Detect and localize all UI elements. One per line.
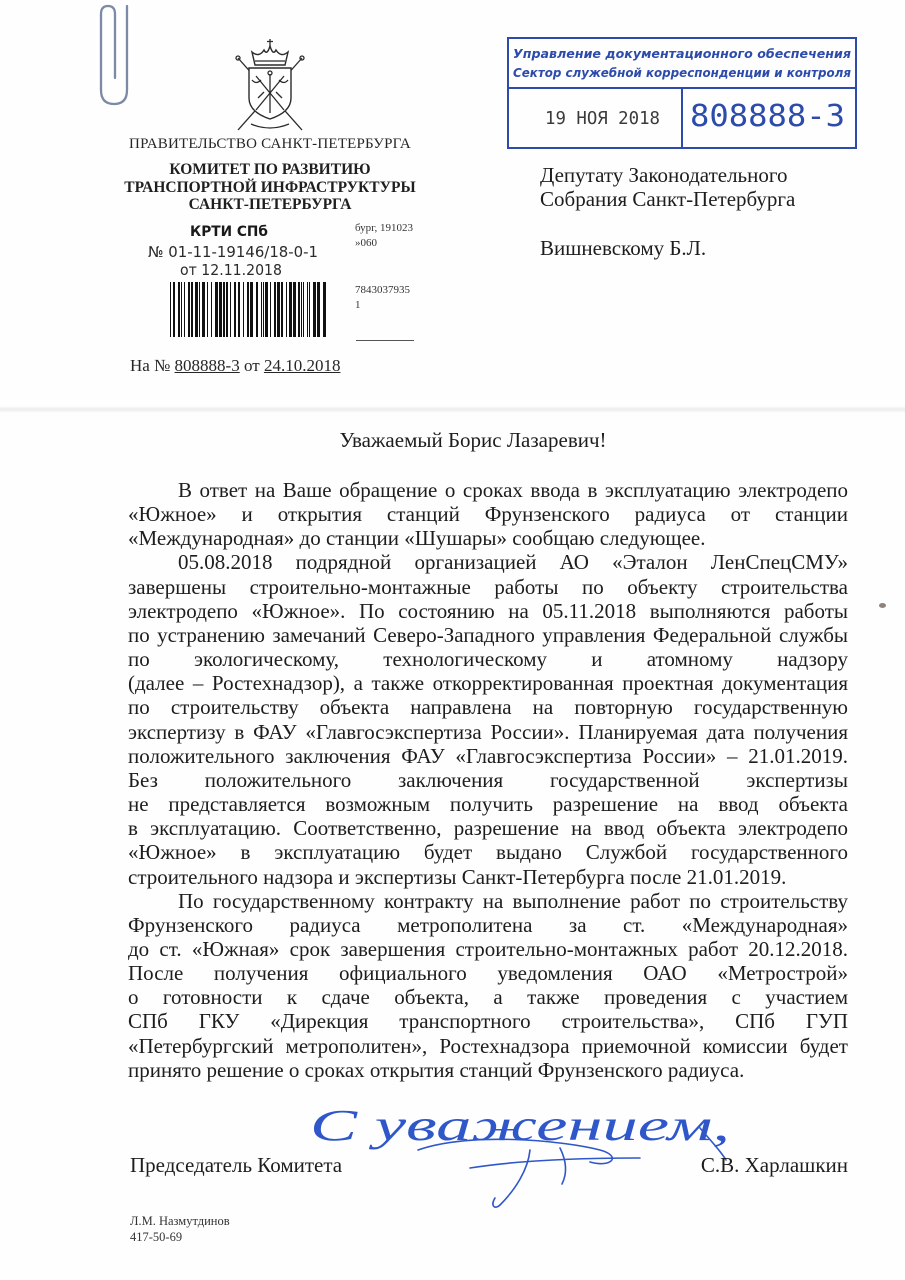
address-fragment: 1 bbox=[355, 299, 361, 311]
outgoing-registration-sticker bbox=[140, 218, 340, 343]
reference-prefix: На № bbox=[130, 356, 171, 375]
body-line: После получения официального уведомления ОАО «Метрострой» bbox=[128, 961, 848, 986]
stamp-number: 808888-3 bbox=[690, 99, 845, 134]
body-line: По государственному контракту на выполнение работ по строительству bbox=[178, 888, 848, 913]
barcode-bar bbox=[181, 282, 182, 337]
body-line: положительного заключения ФАУ «Главгосэкспертиза России» – 21.01.2019. bbox=[128, 743, 848, 768]
barcode-bar bbox=[191, 282, 193, 337]
body-line: электродепо «Южное». По состоянию на 05.11.2018 выполняются работы bbox=[128, 598, 848, 623]
paper-fold bbox=[0, 406, 905, 413]
barcode-bar bbox=[173, 282, 175, 337]
barcode-bar bbox=[207, 282, 208, 337]
committee-title-line: САНКТ-ПЕТЕРБУРГА bbox=[188, 196, 352, 213]
address-fragment: бург, 191023 bbox=[355, 222, 413, 234]
barcode-bar bbox=[195, 282, 198, 337]
reference-number: 808888-3 bbox=[174, 356, 240, 375]
executor-name: Л.М. Назмутдинов bbox=[130, 1214, 230, 1228]
barcode-bar bbox=[226, 282, 228, 337]
address-fragment: »060 bbox=[355, 237, 377, 249]
body-line: по строительству объекта направлена на повторную государственную bbox=[128, 695, 848, 720]
barcode-bar bbox=[277, 282, 280, 337]
barcode-bar bbox=[265, 282, 268, 337]
body-line: (далее – Ростехнадзор), а также откорректированная проектная документация bbox=[128, 671, 848, 696]
body-line: по экологическому, технологическому и атомному надзору bbox=[128, 647, 848, 672]
barcode-bar bbox=[211, 282, 212, 337]
barcode-bar bbox=[286, 282, 287, 337]
body-paragraph bbox=[128, 550, 848, 888]
barcode-bar bbox=[298, 282, 300, 337]
committee-title bbox=[100, 161, 440, 214]
barcode-bar bbox=[184, 282, 185, 337]
barcode-bar bbox=[219, 282, 222, 337]
barcode-bar bbox=[307, 282, 308, 337]
emblem-ribbon bbox=[251, 124, 289, 128]
stamp-department: Управление документационного обеспечения bbox=[513, 46, 851, 61]
signatory-name: С.В. Харлашкин bbox=[700, 1153, 848, 1177]
barcode-bar bbox=[234, 282, 236, 337]
addressee-line: Собрания Санкт-Петербурга bbox=[540, 187, 796, 212]
barcode-bar bbox=[323, 282, 326, 337]
body-line: «Международная» до станции «Шушары» сообщаю следующее. bbox=[128, 526, 706, 551]
barcode-bar bbox=[317, 282, 320, 337]
ink-spot bbox=[879, 603, 886, 608]
sticker-number: № 01-11-19146/18-0-1 bbox=[148, 243, 318, 261]
sticker-org: КРТИ СПб bbox=[190, 224, 269, 240]
body-paragraph bbox=[128, 889, 848, 1082]
barcode-bar bbox=[293, 282, 296, 337]
addressee-line: Депутату Законодательного bbox=[540, 163, 788, 187]
body-line: В ответ на Ваше обращение о сроках ввода в эксплуатацию электродепо bbox=[178, 478, 848, 502]
body-line: «Южное» в эксплуатацию будет выдано Службой государственного bbox=[128, 840, 848, 865]
body-line: не представляется возможным получить разрешение на ввод объекта bbox=[128, 792, 848, 817]
body-line: 05.08.2018 подрядной организацией АО «Эталон ЛенСпецСМУ» bbox=[178, 550, 848, 575]
body-line: завершены строительно-монтажные работы по объекту строительства bbox=[128, 574, 848, 599]
address-fragment: 7843037935 bbox=[355, 284, 410, 296]
barcode-bar bbox=[199, 282, 200, 337]
committee-title-line: ТРАНСПОРТНОЙ ИНФРАСТРУКТУРЫ bbox=[124, 178, 416, 196]
addressee-block bbox=[540, 163, 795, 211]
body-line: до ст. «Южная» срок завершения строительно-монтажных работ 20.12.2018. bbox=[128, 936, 848, 961]
barcode-bar bbox=[188, 282, 190, 337]
barcode-bar bbox=[261, 282, 262, 337]
body-line: экспертизу в ФАУ «Главгосэкспертиза России». Планируемая дата получения bbox=[128, 719, 848, 744]
stamp-sector: Сектор служебной корреспонденции и контроля bbox=[513, 65, 851, 80]
barcode-bar bbox=[202, 282, 205, 337]
barcode-icon bbox=[170, 282, 326, 337]
paperclip-icon bbox=[88, 0, 140, 112]
barcode-bar bbox=[256, 282, 258, 337]
body-line: «Южное» и открытия станций Фрунзенского радиуса от станции bbox=[128, 502, 848, 527]
executor-block bbox=[130, 1213, 230, 1245]
barcode-bar bbox=[274, 282, 276, 337]
reference-line bbox=[130, 355, 340, 377]
reference-from: от bbox=[243, 356, 260, 375]
barcode-bar bbox=[238, 282, 240, 337]
handwritten-greeting: С уважением, bbox=[310, 1101, 730, 1150]
government-title: ПРАВИТЕЛЬСТВО САНКТ-ПЕТЕРБУРГА bbox=[129, 136, 411, 152]
salutation: Уважаемый Борис Лазаревич! bbox=[339, 428, 607, 452]
body-line: о готовности к сдаче объекта, а также проведения с участием bbox=[128, 985, 848, 1010]
signatory-position: Председатель Комитета bbox=[130, 1153, 343, 1177]
body-line: строительного надзора и экспертизы Санкт-Петербурга после 21.01.2019. bbox=[128, 864, 787, 889]
coat-of-arms-icon bbox=[225, 38, 315, 135]
barcode-bar bbox=[313, 282, 316, 337]
barcode-bar bbox=[170, 282, 171, 337]
body-line: Без положительного заключения государственной экспертизы bbox=[128, 767, 848, 792]
executor-phone: 417-50-69 bbox=[130, 1230, 183, 1244]
emblem-crown bbox=[252, 39, 288, 65]
sticker-date: от 12.11.2018 bbox=[180, 261, 282, 279]
body-line: СПб ГКУ «Дирекция транспортного строительства», СПб ГУП bbox=[128, 1009, 848, 1034]
barcode-bar bbox=[223, 282, 225, 337]
body-line: «Петербургский метрополитен», Ростехнадзора приемочной комиссии будет bbox=[128, 1033, 848, 1058]
barcode-bar bbox=[178, 282, 180, 337]
committee-title-line: КОМИТЕТ ПО РАЗВИТИЮ bbox=[169, 161, 371, 178]
body-paragraph bbox=[128, 478, 848, 550]
barcode-bar bbox=[243, 282, 244, 337]
barcode-bar bbox=[289, 282, 292, 337]
reference-date: 24.10.2018 bbox=[263, 356, 341, 375]
barcode-bar bbox=[281, 282, 283, 337]
barcode-bar bbox=[247, 282, 249, 337]
barcode-bar bbox=[301, 282, 302, 337]
barcode-bar bbox=[250, 282, 253, 337]
body-line: в эксплуатацию. Соответственно, разрешение на ввод объекта электродепо bbox=[128, 816, 848, 841]
barcode-bar bbox=[270, 282, 271, 337]
addressee-name: Вишневскому Б.Л. bbox=[540, 236, 707, 260]
body-line: Фрунзенского радиуса метрополитена за ст. «Международная» bbox=[128, 912, 848, 937]
barcode-bar bbox=[230, 282, 231, 337]
barcode-bar bbox=[215, 282, 218, 337]
letter-body bbox=[128, 478, 848, 1082]
body-line: по устранению замечаний Северо-Западного управления Федеральной службы bbox=[128, 622, 848, 647]
stamp-date: 19 НОЯ 2018 bbox=[545, 108, 660, 129]
body-line: принято решение о сроках открытия станций Фрунзенского радиуса. bbox=[128, 1057, 745, 1082]
number-underline bbox=[356, 340, 414, 341]
barcode-bar bbox=[303, 282, 304, 337]
incoming-registration-stamp bbox=[500, 30, 865, 160]
barcode-bar bbox=[263, 282, 264, 337]
barcode-bar bbox=[309, 282, 310, 337]
signature-area bbox=[290, 1080, 770, 1230]
